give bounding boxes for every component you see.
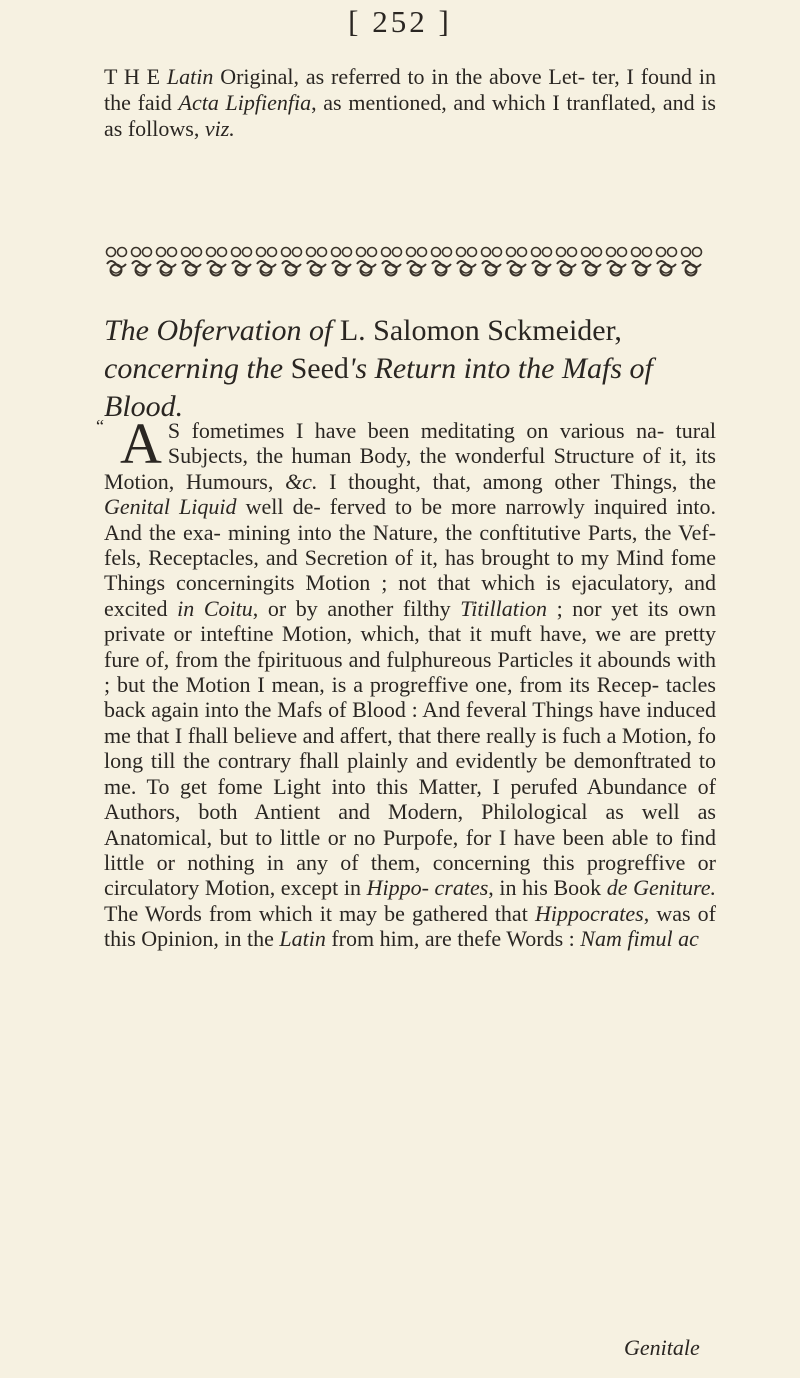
- title-part: The Obfervation of: [104, 314, 333, 347]
- body-italic: Titillation: [460, 595, 547, 621]
- body-italic: in Coitu: [177, 595, 253, 621]
- page-number: [ 252 ]: [348, 4, 452, 39]
- intro-latin: Latin: [166, 64, 214, 89]
- body-text: The Words from which it may be gathered that: [104, 900, 535, 926]
- body-italic: Hippocrates: [534, 900, 644, 926]
- title-part: Seed: [283, 352, 349, 385]
- body-italic: Latin: [279, 926, 326, 952]
- title-part: concerning the: [104, 352, 284, 385]
- catchword: Genitale: [624, 1335, 700, 1360]
- body-italic: de Geniture.: [606, 875, 717, 901]
- body-text: , or by another filthy: [252, 595, 461, 621]
- body-italic: Hippo- crates: [366, 875, 489, 901]
- body-italic: Genital Liquid: [104, 494, 237, 520]
- intro-acta: Acta Lipfienfia: [178, 90, 312, 115]
- ornament-border: [104, 244, 718, 278]
- intro-text: Original, as referred to in the above Let- ter, I found in the faid: [104, 64, 716, 115]
- intro-text: , as mentioned, and which I tranflated, and is as follows,: [104, 90, 716, 141]
- intro-paragraph: [104, 64, 716, 142]
- body-text: ; nor yet its own private or inteftine Motion, which, that it muft have, we are pretty fure of, from the fpirituous and fulphureous Particles it abounds with ; but the Motion I mean, is a progreffive one, from its Recep- tacles back again into the Mafs of Blood : And feveral Things have induced me that I fhall believe and affert, that there really is fuch a Motion, fo long till the contrary fhall plainly and evidently be demonftrated to me. To get fome Light into this Matter, I perufed Abundance of Authors, both Antient and Modern, Philological as well as Anatomical, but to little or no Purpofe, for I have been able to find little or nothing in any of them, concerning this progreffive or circulatory Motion, except in: [104, 595, 716, 901]
- opening-quote: “: [96, 416, 104, 436]
- title-part: 's Return into the Mafs of Blood.: [104, 352, 653, 423]
- drop-cap: A: [120, 411, 162, 476]
- title-author: L. Salomon Sckmeider,: [332, 314, 622, 347]
- body-italic: &c.: [285, 468, 318, 494]
- body-text: , in his Book: [488, 875, 607, 901]
- body-text: from him, are thefe Words :: [325, 926, 581, 952]
- body-text: , was of this Opinion, in the: [104, 900, 716, 952]
- intro-text: T H E: [104, 64, 167, 89]
- body-text: I thought, that, among other Things, the: [317, 468, 716, 494]
- body-italic: Nam fimul ac: [580, 926, 699, 952]
- article-title: [104, 312, 724, 426]
- body-text: S fometimes I have been meditating on various na- tural Subjects, the human Body, the wonderful Structure of it, its Motion, Humours,: [104, 418, 716, 494]
- intro-viz: viz.: [204, 116, 235, 141]
- body-text: well de- ferved to be more narrowly inquired into. And the exa- mining into the Nature, the conftitutive Parts, the Vef- fels, Receptacles, and Secretion of it, has brought to my Mind fome Things concerningits Motion ; not that which is ejaculatory, and excited: [104, 494, 717, 621]
- body-paragraph: [96, 411, 717, 952]
